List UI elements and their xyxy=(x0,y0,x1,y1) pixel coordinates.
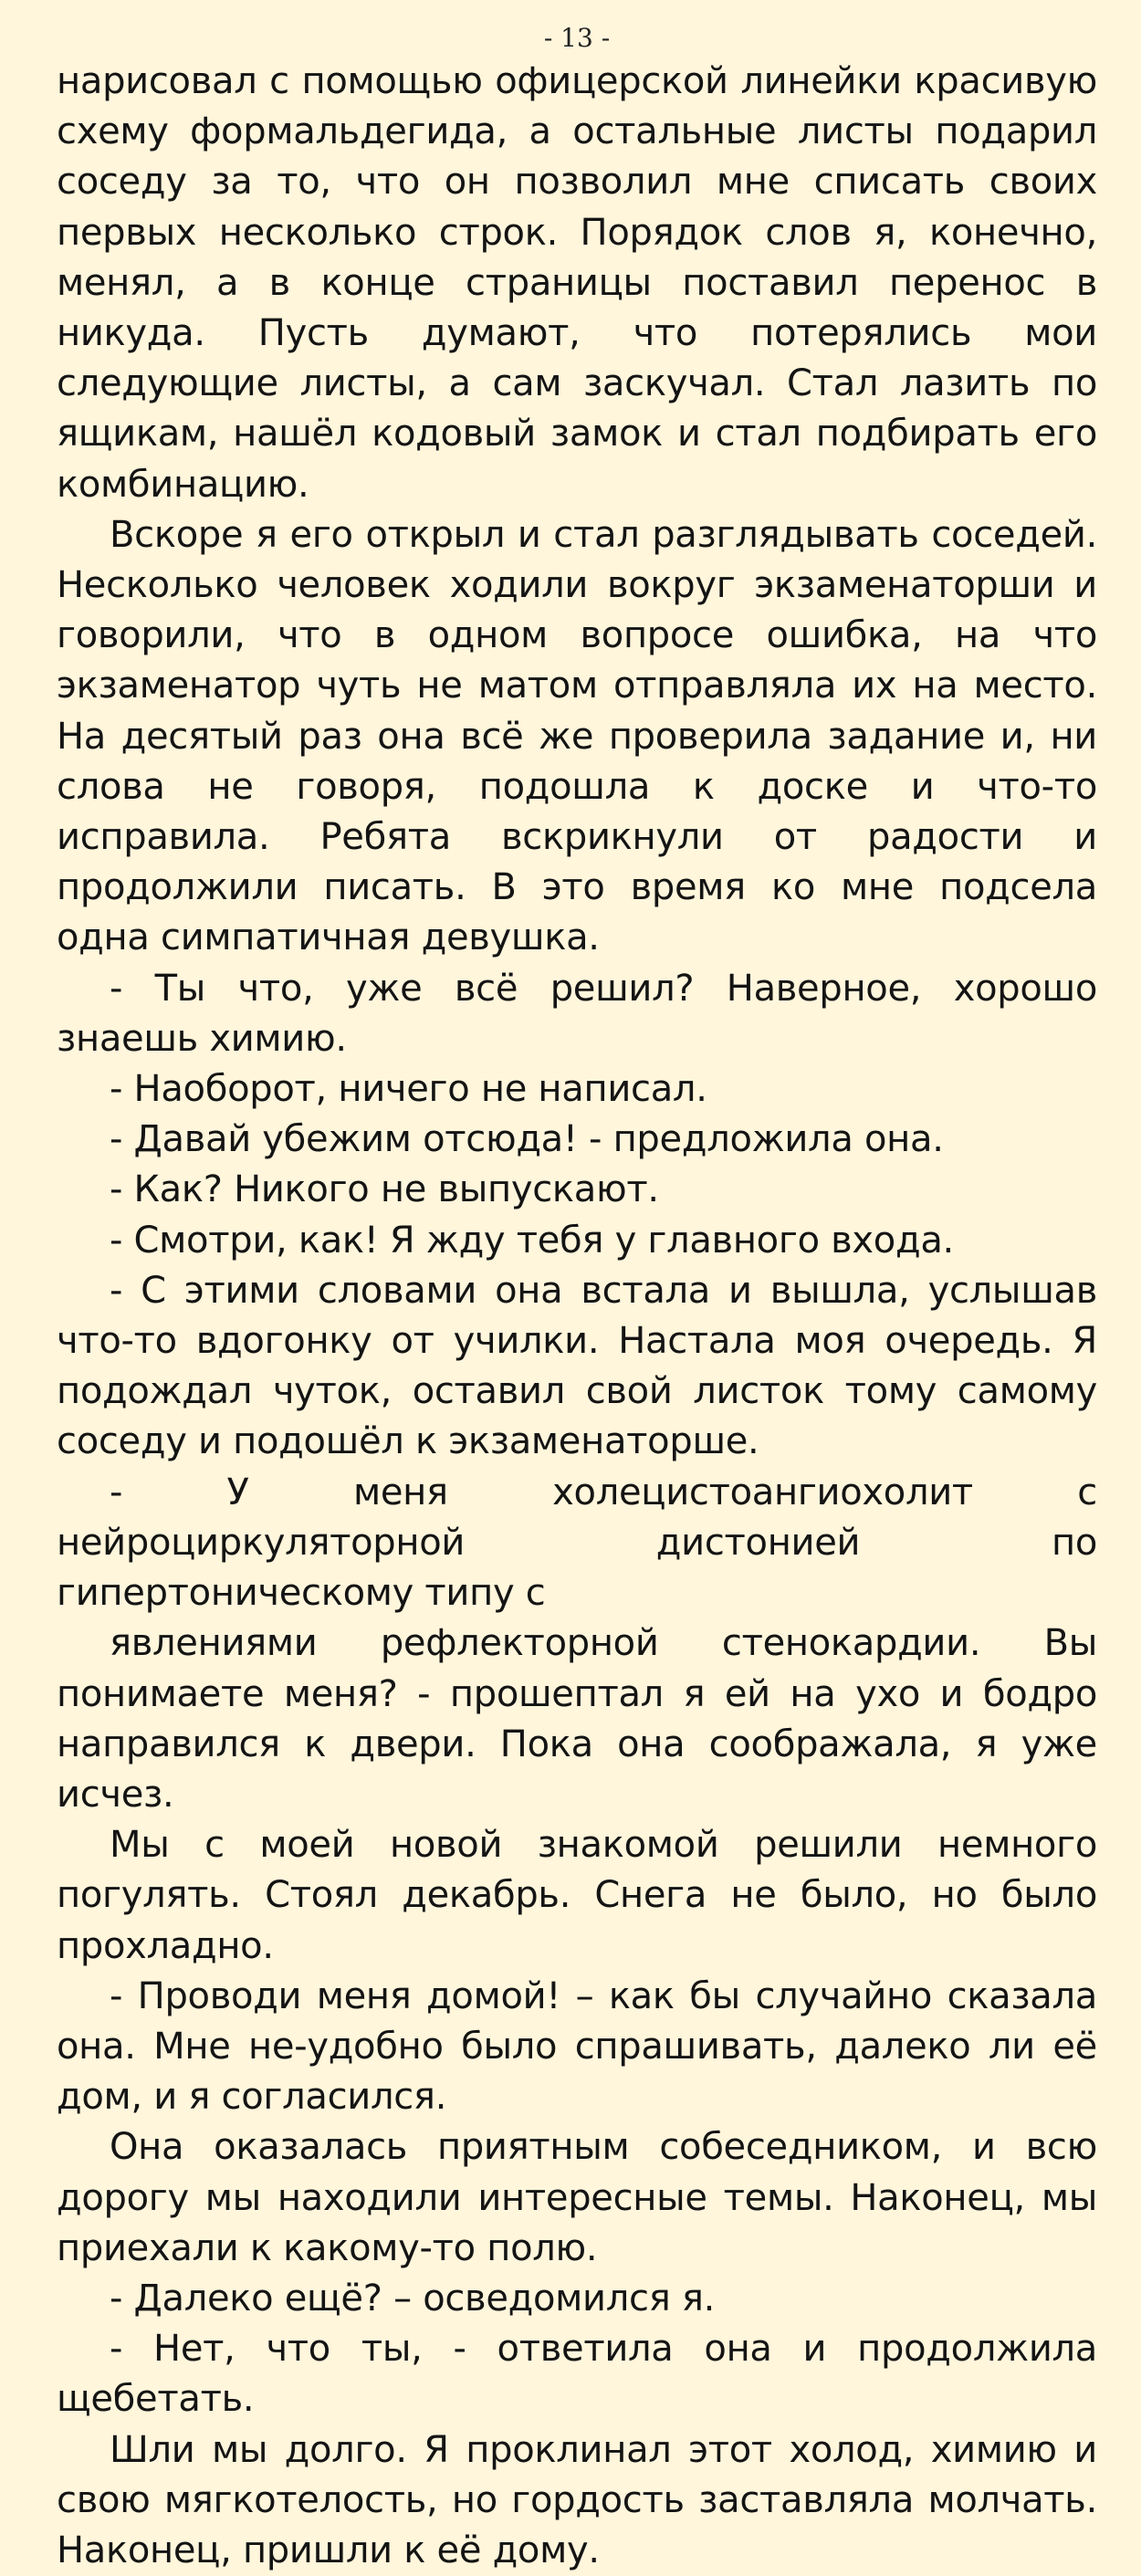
paragraph: нарисовал с помощью офицерской линейки красивую схему формальдегида, а остальные листы подарил соседу за то, что он позволил мне списать своих первых несколько строк. Порядок слов я, конечно, менял, а в конце страницы поставил перенос в никуда. Пусть думают, что потерялись мои следующие листы, а сам заскучал. Стал лазить по ящикам, нашёл кодовый замок и стал подбирать его комбинацию. xyxy=(57,60,1097,506)
paragraph: - Проводи меня домой! – как бы случайно сказала она. Мне не-удобно было спрашивать, далеко ли её дом, и я согласился. xyxy=(57,1974,1097,2119)
paragraph: - Нет, что ты, - ответила она и продолжила щебетать. xyxy=(57,2328,1097,2421)
paragraph: - Наоборот, ничего не написал. xyxy=(110,1068,707,1111)
body-text xyxy=(57,57,1097,2576)
paragraph: Мы с моей новой знакомой решили немного погулять. Стоял декабрь. Снега не было, но было прохладно. xyxy=(57,1824,1097,1967)
page-number: - 13 - xyxy=(543,23,611,53)
paragraph: Она оказалась приятным собеседником, и всю дорогу мы находили интересные темы. Наконец, мы приехали к какому-то полю. xyxy=(57,2126,1097,2269)
paragraph: - Ты что, уже всё решил? Наверное, хорошо знаешь химию. xyxy=(57,967,1097,1060)
paragraph: - Далеко ещё? – осведомился я. xyxy=(110,2277,716,2319)
paragraph: - Смотри, как! Я жду тебя у главного входа. xyxy=(110,1219,954,1262)
paragraph: Вскоре я его открыл и стал разглядывать соседей. Несколько человек ходили вокруг экзаменаторши и говорили, что в одном вопросе ошибка, на что экзаменатор чуть не матом отправляла их на место. На десятый раз она всё же проверила задание и, ни слова не говоря, подошла к доске и что-то исправила. Ребята вскрикнули от радости и продолжили писать. В это время ко мне подсела одна симпатичная девушка. xyxy=(57,513,1097,959)
paragraph: - С этими словами она встала и вышла, услышав что-то вдогонку от училки. Настала моя очередь. Я подождал чуток, оставил свой листок тому самому соседу и подошёл к экзаменаторше. xyxy=(57,1269,1097,1463)
paragraph: - Давай убежим отсюда! - предложила она. xyxy=(110,1118,944,1161)
paragraph: - Как? Никого не выпускают. xyxy=(110,1168,659,1211)
paragraph: явлениями рефлекторной стенокардии. Вы понимаете меня? - прошептал я ей на ухо и бодро направился к двери. Пока она соображала, я уже исчез. xyxy=(57,1622,1097,1816)
paragraph: Шли мы долго. Я проклинал этот холод, химию и свою мягкотелость, но гордость заставляла молчать. Наконец, пришли к её дому. xyxy=(57,2428,1097,2571)
paragraph: - У меня холецистоангиохолит с нейроциркуляторной дистонией по гипертоническому типу с xyxy=(57,1471,1097,1615)
